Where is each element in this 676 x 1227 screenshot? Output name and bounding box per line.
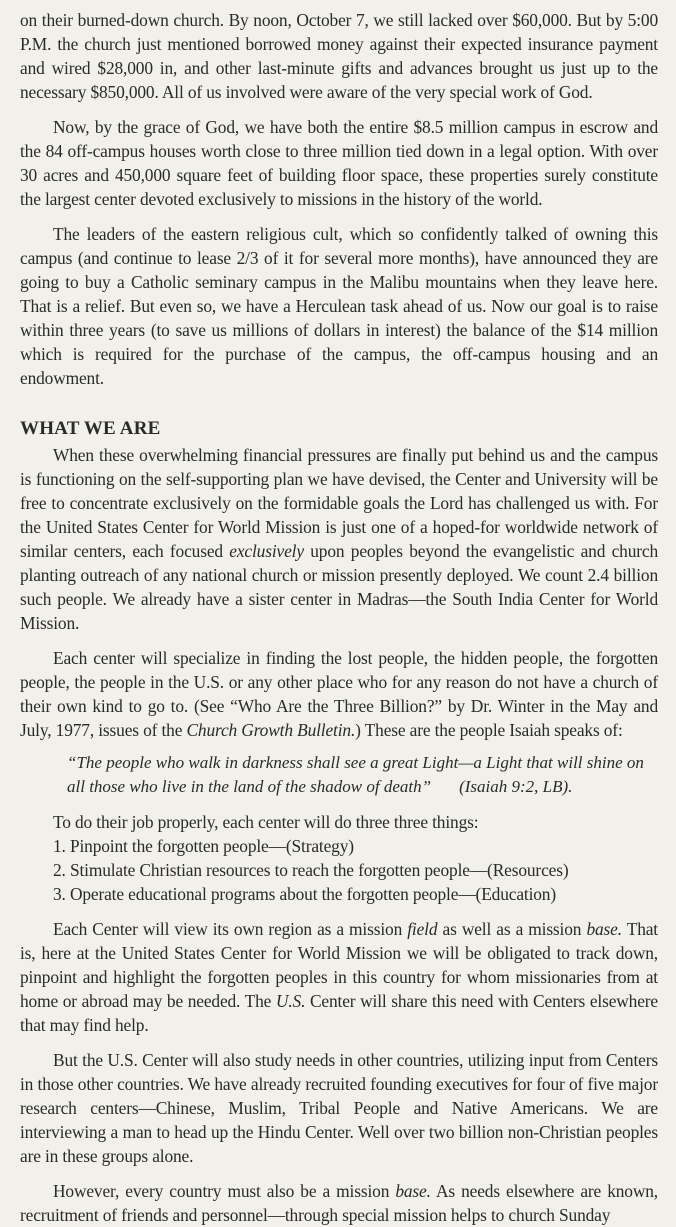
- paragraph-campus-escrow: Now, by the grace of God, we have both the entire $8.5 million campus in escrow and the 84 off-campus houses worth close to three million tied down in a legal option. With over 30 acres and 450,000 square feet of building floor space, these properties surely constitute the largest center devoted exclusively to missions in the history of the world.: [20, 117, 658, 209]
- scripture-quote: [20, 751, 658, 799]
- paragraph-cult-leaders: The leaders of the eastern religious cult, which so confidently talked of owning this campus (and continue to lease 2/3 of it for several more months), have announced they are going to buy a Catholic seminary campus in the Malibu mountains when they leave here. That is a relief. But even so, we have a Herculean task ahead of us. Now our goal is to raise within three years (to save us millions of dollars in interest) the balance of the $14 million which is required for the purchase of the campus, the off-campus housing and an endowment.: [20, 224, 658, 388]
- paragraph-mission-field-base: [20, 917, 658, 1037]
- emphasis-text: field: [407, 919, 438, 939]
- list-item: 2. Stimulate Christian resources to reach the forgotten people—(Resources): [53, 860, 569, 880]
- paragraph-financial-pressures: [20, 443, 658, 635]
- list-intro: To do their job properly, each center will do three three things:: [53, 812, 479, 832]
- numbered-list: [20, 834, 658, 906]
- quote-citation: (Isaiah 9:2, LB).: [459, 777, 573, 796]
- paragraph-mission-base: [20, 1179, 658, 1227]
- list-item: 3. Operate educational programs about the forgotten people—(Education): [53, 884, 556, 904]
- text-run: Center will share this need with Centers elsewhere that may find help.: [20, 991, 658, 1035]
- emphasis-text: exclusively: [229, 541, 304, 561]
- quote-line: “The people who walk in darkness shall see a great Light—a Light that will shine on: [67, 753, 644, 772]
- text-run: When these overwhelming financial pressures are finally put behind us and the campus is functioning on the self-supporting plan we have devised, the Center and University will be free to concentrate exclusively on the formidable goals the Lord has challenged us with. For the United States Center for World Mission is just one of a hoped-for worldwide network of similar centers, each focused: [20, 445, 658, 561]
- paragraph-each-center: [20, 646, 658, 742]
- text-run: Each Center will view its own region as a mission: [53, 919, 408, 939]
- quote-text: all those who live in the land of the shadow of death”: [67, 777, 432, 796]
- text-run: Each center will specialize in finding the lost people, the hidden people, the forgotten people, the people in the U.S. or any other place who for any reason do not have a church of their own kind to go to. (See “Who Are the Three Billion?” by Dr. Winter in the May and July, 1977, issues of the: [20, 648, 658, 740]
- text-run: That is, here at the United States Center for World Mission we will be obligated to track down, pinpoint and highlight the forgotten peoples in this country for whom missionaries from at home or abroad may be needed. The: [20, 919, 658, 1011]
- section-heading-what-we-are: WHAT WE ARE: [20, 418, 161, 439]
- paragraph-research-centers: But the U.S. Center will also study needs in other countries, utilizing input from Centers in those other countries. We have already recruited founding executives for four of five major research centers—Chinese, Muslim, Tribal People and Native Americans. We are interviewing a man to head up the Hindu Center. Well over two billion non-Christian peoples are in these groups alone.: [20, 1050, 658, 1166]
- emphasis-text: base.: [395, 1181, 431, 1201]
- quote-line: [67, 775, 658, 799]
- emphasis-text: U.S.: [275, 991, 306, 1011]
- list-item: 1. Pinpoint the forgotten people—(Strategy): [53, 836, 354, 856]
- paragraph-continuation: on their burned-down church. By noon, October 7, we still lacked over $60,000. But by 5:00 P.M. the church just mentioned borrowed money against their expected insurance payment and wired $28,000 in, and other last-minute gifts and advances brought us just up to the necessary $850,000. All of us involved were aware of the very special work of God.: [20, 10, 658, 102]
- text-run: As needs elsewhere are known, recruitment of friends and personnel—through special mission helps to church Sunday: [20, 1181, 658, 1225]
- text-run: ) These are the people Isaiah speaks of:: [355, 720, 623, 740]
- text-run: upon peoples beyond the evangelistic and church planting outreach of any national church or mission presently deployed. We count 2.4 billion such people. We already have a sister center in Madras—the South India Center for World Mission.: [20, 541, 658, 633]
- emphasis-text: base.: [586, 919, 622, 939]
- text-run: However, every country must also be a mission: [53, 1181, 396, 1201]
- text-run: as well as a mission: [437, 919, 587, 939]
- emphasis-text: Church Growth Bulletin.: [186, 720, 356, 740]
